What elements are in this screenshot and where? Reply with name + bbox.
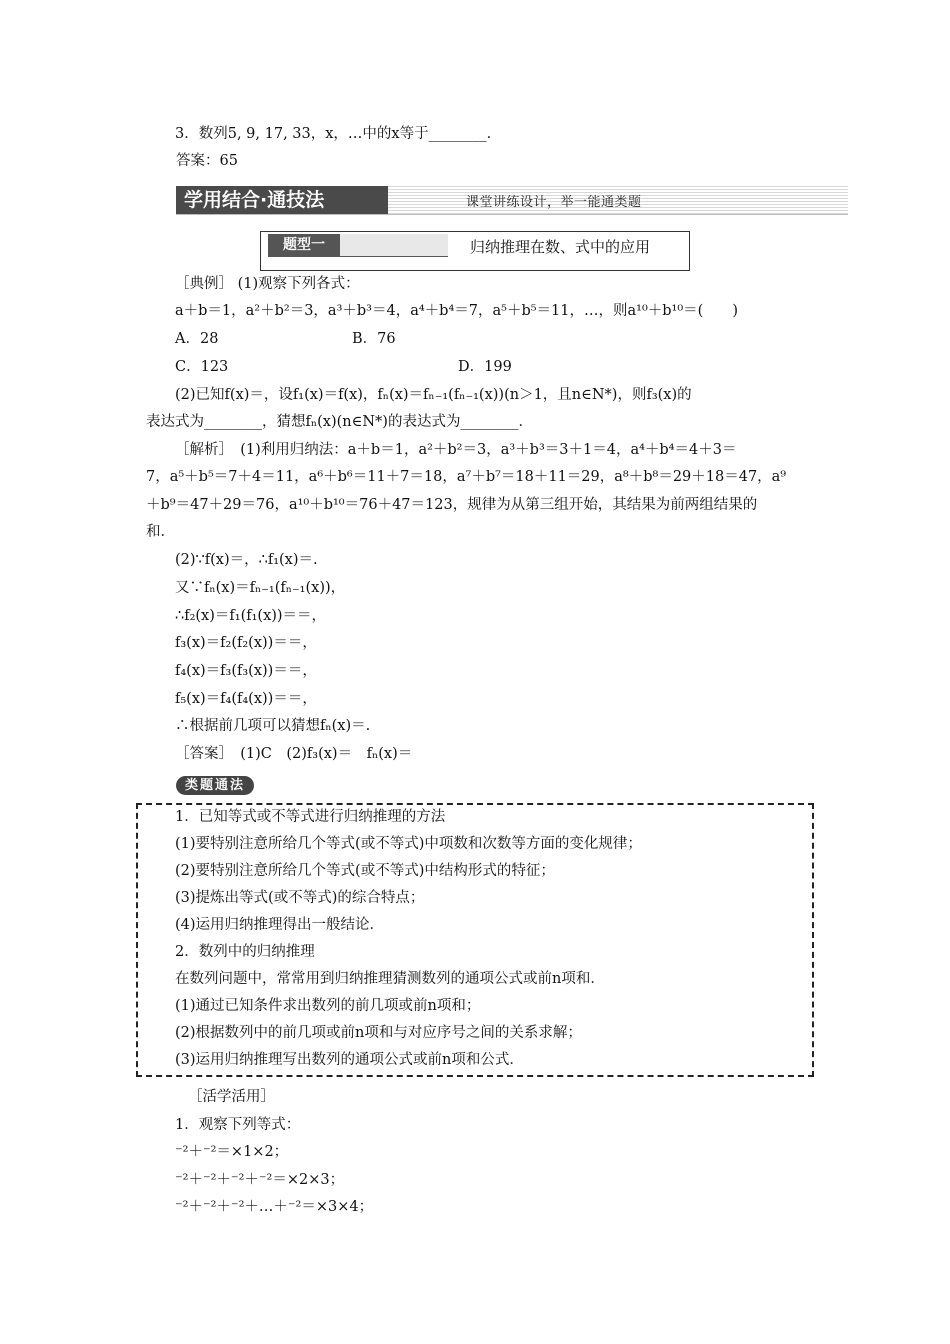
practice-line: ⁻²＋⁻²＋⁻²＋⁻²＝×2×3； <box>175 1172 345 1188</box>
analysis-line: ［解析］ (1)利用归纳法：a＋b＝1，a²＋b²＝3，a³＋b³＝3＋1＝4，a⁴＋b⁴＝4＋3＝ <box>175 442 737 458</box>
analysis-line: f₃(x)＝f₂(f₂(x))＝＝， <box>175 635 317 651</box>
analysis-line: (2)∵f(x)＝，∴f₁(x)＝. <box>175 552 318 568</box>
analysis-line: 又∵fₙ(x)＝fₙ₋₁(fₙ₋₁(x))， <box>175 580 346 596</box>
analysis-line: ∴根据前几项可以猜想fₙ(x)＝. <box>175 718 371 734</box>
section-banner <box>176 186 848 214</box>
method-line: 2．数列中的归纳推理 <box>175 944 315 960</box>
method-line: 在数列问题中，常常用到归纳推理猜测数列的通项公式或前n项和． <box>175 971 605 987</box>
analysis-line: f₄(x)＝f₃(f₃(x))＝＝， <box>175 663 317 679</box>
banner-subtitle: 课堂讲练设计，举一能通类题 <box>466 195 642 210</box>
method-line: 1．已知等式或不等式进行归纳推理的方法 <box>175 809 446 825</box>
method-line: (3)运用归纳推理写出数列的通项公式或前n项和公式． <box>175 1052 524 1068</box>
option-b: B．76 <box>352 331 396 347</box>
question-3-answer: 答案：65 <box>176 153 238 169</box>
practice-heading: ［活学活用］ <box>188 1089 275 1105</box>
method-line: (2)要特别注意所给几个等式(或不等式)中结构形式的特征； <box>175 863 555 879</box>
analysis-line: 7，a⁵＋b⁵＝7＋4＝11，a⁶＋b⁶＝11＋7＝18，a⁷＋b⁷＝18＋11＝29，a⁸＋b⁸＝29＋18＝47，a⁹ <box>146 469 787 485</box>
practice-line: 1．观察下列等式： <box>175 1117 301 1133</box>
option-a: A．28 <box>175 331 219 347</box>
answer-line: ［答案］ (1)C (2)f₃(x)＝ fₙ(x)＝ <box>175 746 413 762</box>
practice-line: ⁻²＋⁻²＝×1×2； <box>175 1144 289 1160</box>
analysis-line: ∴f₂(x)＝f₁(f₁(x))＝＝， <box>175 608 327 624</box>
example-line: (2)已知f(x)＝，设f₁(x)＝f(x)，fₙ(x)＝fₙ₋₁(fₙ₋₁(x))(n＞1，且n∈N*)，则f₃(x)的 <box>175 387 692 403</box>
analysis-line: f₅(x)＝f₄(f₄(x))＝＝， <box>175 691 317 707</box>
method-line: (4)运用归纳推理得出一般结论． <box>175 917 385 933</box>
option-c: C．123 <box>175 359 229 375</box>
example-line: 表达式为________，猜想fₙ(x)(n∈N*)的表达式为________． <box>146 414 533 430</box>
method-pill: 类题通法 <box>176 776 254 795</box>
question-3: 3．数列5, 9, 17, 33，x，…中的x等于________． <box>175 126 502 142</box>
banner-rule <box>176 214 848 215</box>
example-line: ［典例］ (1)观察下列各式： <box>175 276 360 292</box>
analysis-line: ＋b⁹＝47＋29＝76，a¹⁰＋b¹⁰＝76＋47＝123，规律为从第三组开始，其结果为前两组结果的 <box>146 497 758 513</box>
banner-title: 学用结合·通技法 <box>176 186 388 214</box>
option-d: D．199 <box>458 359 512 375</box>
method-line: (1)要特别注意所给几个等式(或不等式)中项数和次数等方面的变化规律； <box>175 836 642 852</box>
topic-tag: 题型一 <box>268 234 340 256</box>
method-line: (3)提炼出等式(或不等式)的综合特点； <box>175 890 425 906</box>
method-line: (2)根据数列中的前几项或前n项和与对应序号之间的关系求解； <box>175 1025 582 1041</box>
topic-title: 归纳推理在数、式中的应用 <box>470 238 651 256</box>
method-line: (1)通过已知条件求出数列的前几项或前n项和； <box>175 998 481 1014</box>
example-line: a＋b＝1，a²＋b²＝3，a³＋b³＝4，a⁴＋b⁴＝7，a⁵＋b⁵＝11，…，则a¹⁰＋b¹⁰＝( ) <box>175 303 738 319</box>
practice-line: ⁻²＋⁻²＋⁻²＋…＋⁻²＝×3×4； <box>175 1199 374 1215</box>
analysis-line: 和． <box>146 524 175 540</box>
